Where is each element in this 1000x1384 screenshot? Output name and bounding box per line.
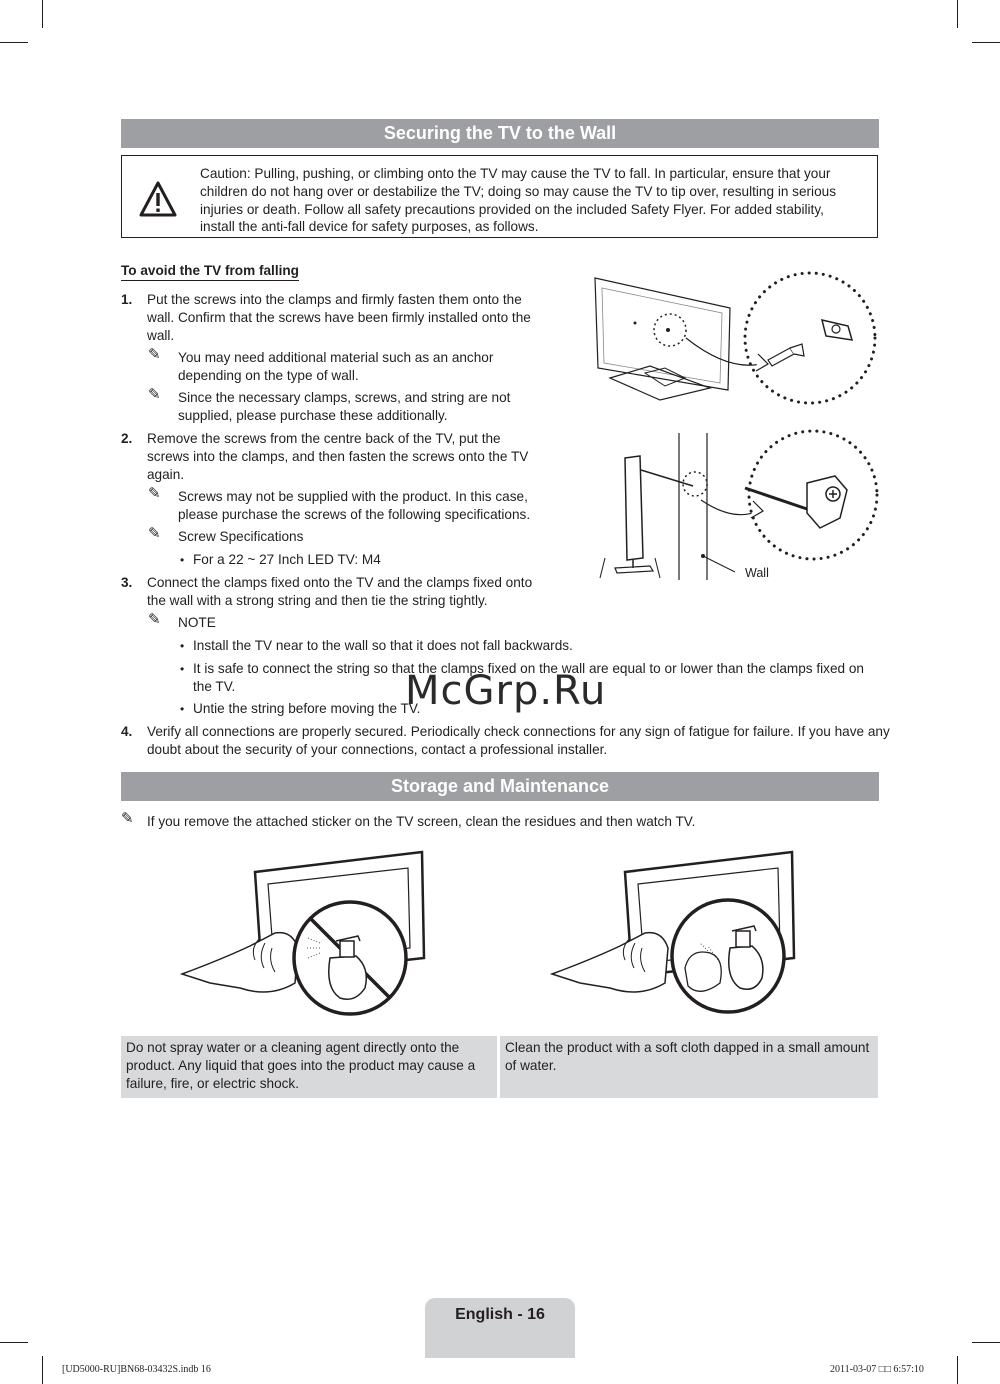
crop-mark — [957, 1356, 958, 1384]
step-2-line: screws into the clamps, and then fasten the screws onto the TV — [147, 449, 529, 464]
section-title-securing: Securing the TV to the Wall — [121, 119, 879, 148]
step-number: 3. — [121, 575, 133, 590]
step-1-line: Put the screws into the clamps and firmly fasten them onto the — [147, 292, 522, 307]
step-4-line: doubt about the security of your connections, contact a professional installer. — [147, 742, 608, 757]
note-bullet: It is safe to connect the string so that the clamps fixed on the wall are equal to or lower than the clamps fixed on — [193, 661, 864, 676]
note-line: Since the necessary clamps, screws, and string are not — [178, 390, 511, 405]
section-title-storage: Storage and Maintenance — [121, 772, 879, 801]
bullet: • — [180, 639, 185, 653]
note-bullet: Install the TV near to the wall so that it does not fall backwards. — [193, 638, 573, 653]
pencil-note-icon: ✎ — [148, 346, 161, 363]
caption-line: failure, fire, or electric shock. — [126, 1076, 300, 1091]
caution-body: : Pulling, pushing, or climbing onto the TV may cause the TV to fall. In particular, ensure that your children do not hang over or destabilize the TV; doing so may cause the TV to tip over, resulting in serious injuries or death. Follow all safety precautions provided on the included Safety Flyer. For added stability, install the anti-fall device for safety purposes, as follows. — [200, 166, 836, 235]
pencil-note-icon: ✎ — [121, 810, 134, 827]
note-line: Screws may not be supplied with the product. In this case, — [178, 489, 528, 504]
caution-text — [200, 165, 860, 236]
step-number: 4. — [121, 724, 133, 739]
tv-back-clamp-illustration — [590, 268, 885, 418]
step-2-line: again. — [147, 467, 185, 482]
soft-cloth-illustration — [550, 848, 800, 1020]
screw-spec-bullet: For a 22 ~ 27 Inch LED TV: M4 — [193, 552, 381, 567]
bullet: • — [180, 553, 185, 567]
note-line: depending on the type of wall. — [178, 368, 359, 383]
crop-mark — [0, 1342, 28, 1343]
step-3-line: Connect the clamps fixed onto the TV and the clamps fixed onto — [147, 575, 533, 590]
note-line: supplied, please purchase these additionally. — [178, 408, 448, 423]
crop-mark — [42, 1356, 43, 1384]
caution-box — [121, 155, 878, 238]
wall-label: Wall — [745, 566, 769, 580]
caption-line: product. Any liquid that goes into the product may cause a — [126, 1058, 476, 1073]
crop-mark — [972, 42, 1000, 43]
watermark: McGrp.Ru — [405, 668, 607, 714]
print-date: 2011-03-07 □□ 6:57:10 — [830, 1364, 924, 1375]
bullet: • — [180, 702, 185, 716]
warning-triangle-icon — [138, 180, 178, 218]
pencil-note-icon: ✎ — [148, 386, 161, 403]
page-number-label: English - 16 — [455, 1306, 545, 1323]
step-4-line: Verify all connections are properly secured. Periodically check connections for any sign of fatigue for failure. If you have any — [147, 724, 890, 739]
tv-wall-string-illustration — [595, 428, 885, 588]
note-line: please purchase the screws of the following specifications. — [178, 507, 531, 522]
page-number-tab — [425, 1298, 575, 1358]
pencil-note-icon: ✎ — [148, 525, 161, 542]
step-3-line: the wall with a strong string and then tie the string tightly. — [147, 593, 488, 608]
crop-mark — [0, 42, 28, 43]
step-number: 1. — [121, 292, 133, 307]
step-1-line: wall. — [147, 328, 175, 343]
subheading-avoid-falling: To avoid the TV from falling — [121, 262, 299, 281]
note-line: You may need additional material such as an anchor — [178, 350, 494, 365]
caption-no-spray — [121, 1036, 497, 1098]
file-info: [UD5000-RU]BN68-03432S.indb 16 — [62, 1364, 211, 1375]
caption-line: of water. — [505, 1058, 557, 1073]
pencil-note-icon: ✎ — [148, 611, 161, 628]
caption-soft-cloth — [500, 1036, 878, 1098]
bullet: • — [180, 662, 185, 676]
step-number: 2. — [121, 431, 133, 446]
note-label: NOTE — [178, 615, 216, 630]
sticker-note: If you remove the attached sticker on the TV screen, clean the residues and then watch TV. — [147, 814, 696, 829]
step-2-line: Remove the screws from the centre back of the TV, put the — [147, 431, 501, 446]
caption-line: Clean the product with a soft cloth dapped in a small amount — [505, 1040, 870, 1055]
caption-line: Do not spray water or a cleaning agent directly onto the — [126, 1040, 460, 1055]
step-1-line: wall. Confirm that the screws have been firmly installed onto the — [147, 310, 531, 325]
crop-mark — [42, 0, 43, 28]
crop-mark — [972, 1342, 1000, 1343]
pencil-note-icon: ✎ — [148, 485, 161, 502]
note-line: Screw Specifications — [178, 529, 304, 544]
note-bullet: the TV. — [193, 679, 236, 694]
caution-label: Caution — [200, 166, 247, 181]
crop-mark — [957, 0, 958, 28]
no-spray-illustration — [180, 848, 430, 1020]
note-bullet: Untie the string before moving the TV. — [193, 701, 421, 716]
